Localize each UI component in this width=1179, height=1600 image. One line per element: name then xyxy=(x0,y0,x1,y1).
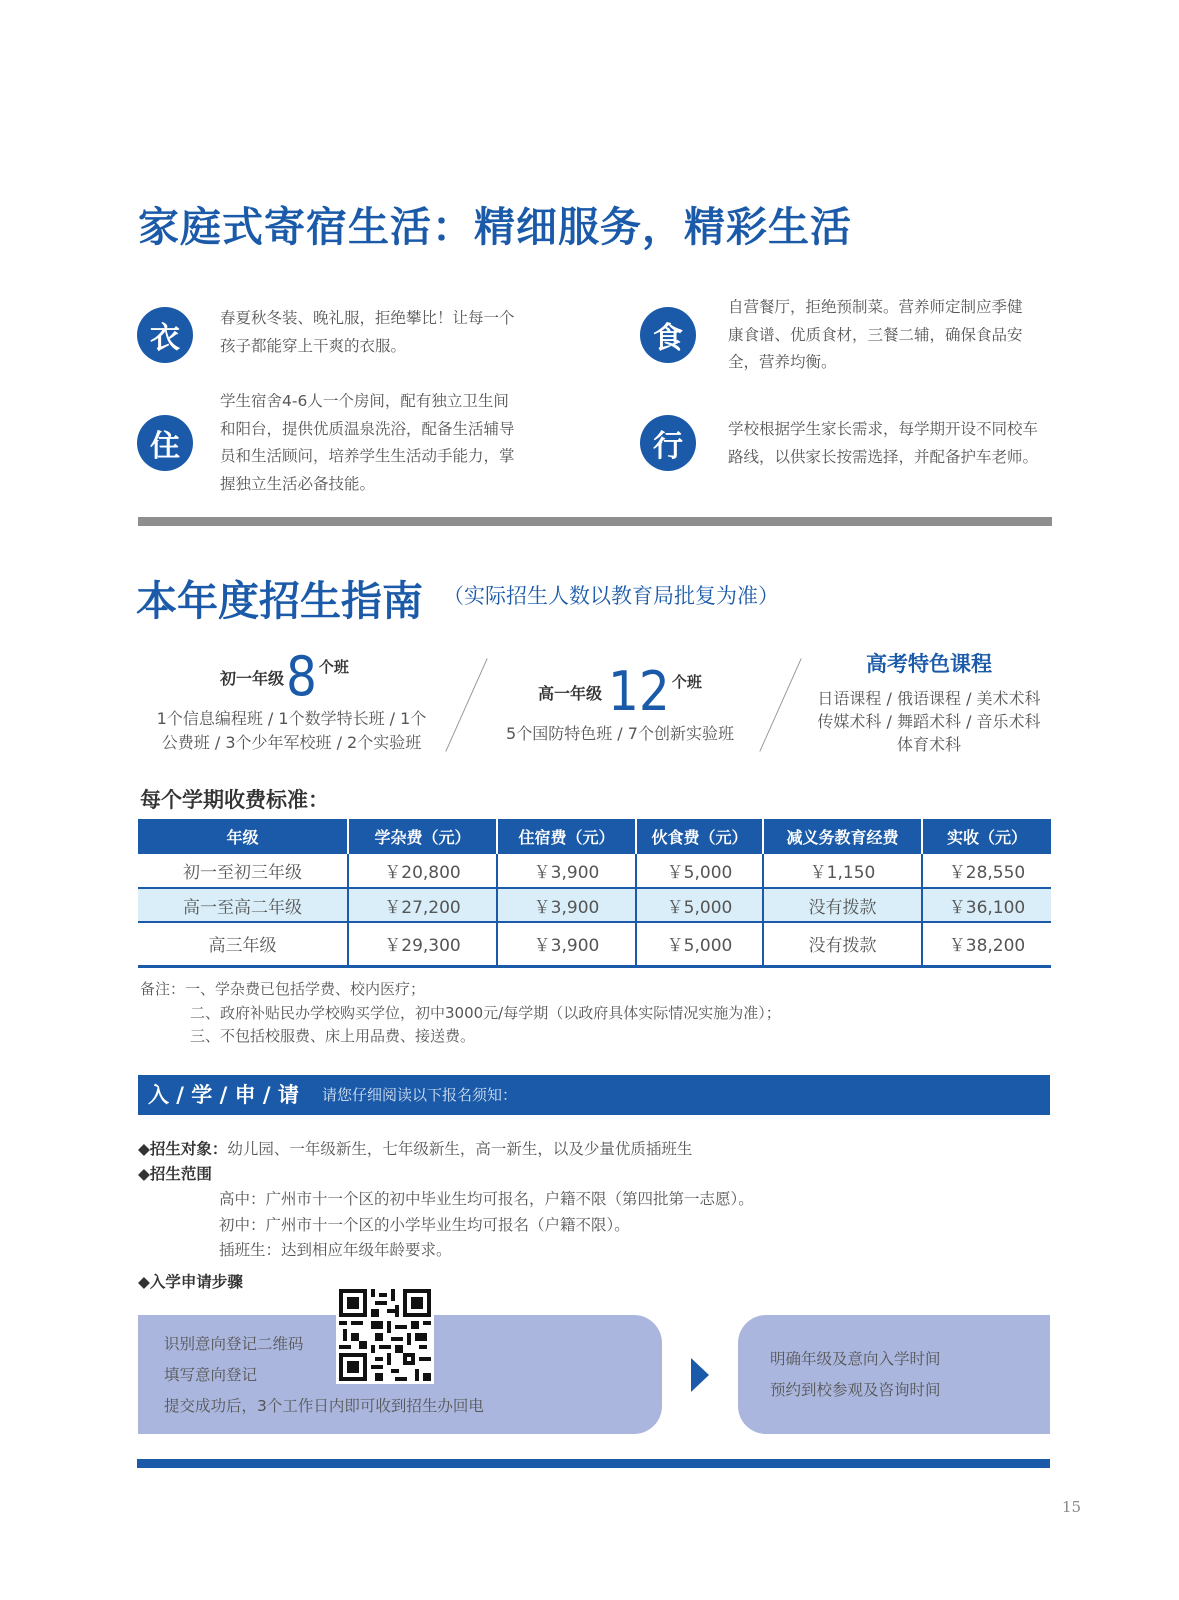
apply-title: 入 / 学 / 申 / 请 xyxy=(148,1083,299,1107)
step-2-box xyxy=(738,1315,1050,1434)
enroll-target: ◆招生对象：幼儿园、一年级新生，七年级新生，高一新生，以及少量优质插班生 xyxy=(138,1140,693,1158)
footer-bar xyxy=(137,1459,1050,1468)
step-2-line-2: 预约到校参观及咨询时间 xyxy=(770,1381,941,1399)
divider-slash xyxy=(759,658,801,752)
table-row: 初一至初三年级 ￥20,800 ￥3,900 ￥5,000 ￥1,150 ￥28,550 xyxy=(138,854,1051,888)
gaokao-title: 高考特色课程 xyxy=(866,652,992,676)
senior-grade-desc: 5个国防特色班 / 7个创新实验班 xyxy=(506,724,734,743)
page-number: 15 xyxy=(1062,1498,1082,1516)
junior-grade-heading: 初一年级 8 个班 xyxy=(220,645,349,708)
gaokao-courses: 日语课程 / 俄语课程 / 美术术科 传媒术科 / 舞蹈术科 / 音乐术科 体育术科 xyxy=(817,689,1041,754)
transport-text: 学校根据学生家长需求，每学期开设不同校车 路线，以供家长按需选择，并配备护车老师。 xyxy=(728,420,1039,466)
junior-grade-desc: 1个信息编程班 / 1个数学特长班 / 1个 公费班 / 3个少年军校班 / 2个实验班 xyxy=(156,709,427,752)
step-1-line-2: 填写意向登记 xyxy=(164,1366,258,1384)
scope-senior: 高中：广州市十一个区的初中毕业生均可报名，户籍不限（第四批第一志愿）。 xyxy=(219,1190,754,1208)
section-title-enrollment: 本年度招生指南 xyxy=(136,577,423,625)
transport-icon: 行 xyxy=(640,415,696,471)
qr-code-icon[interactable] xyxy=(336,1286,434,1384)
housing-text: 学生宿舍4-6人一个房间，配有独立卫生间 和阳台，提供优质温泉洗浴，配备生活辅导 员和生活顾问，培养学生生活动手能力，掌 握独立生活必备技能。 xyxy=(220,392,515,493)
senior-grade-heading: 高一年级 12 个班 xyxy=(538,660,702,723)
apply-subtitle: 请您仔细阅读以下报名须知： xyxy=(322,1086,518,1104)
fee-table xyxy=(138,819,1051,968)
step-1-line-1: 识别意向登记二维码 xyxy=(164,1335,304,1353)
arrow-right-icon xyxy=(691,1358,709,1392)
clothing-text: 春夏秋冬装、晚礼服，拒绝攀比！让每一个 孩子都能穿上干爽的衣服。 xyxy=(220,309,515,355)
fee-note-1: 备注：一、学杂费已包括学费、校内医疗； xyxy=(140,980,426,998)
food-icon: 食 xyxy=(640,307,696,363)
step-2-line-1: 明确年级及意向入学时间 xyxy=(770,1350,941,1368)
table-row: 高一至高二年级 ￥27,200 ￥3,900 ￥5,000 没有拨款 ￥36,100 xyxy=(138,888,1051,922)
table-header-row xyxy=(138,819,1051,854)
header-subsidy: 减义务教育经费 xyxy=(763,819,922,854)
fee-note-2: 二、政府补贴民办学校购买学位，初中3000元/每学期（以政府具体实际情况实施为准）； xyxy=(190,1004,781,1022)
table-row: 高三年级 ￥29,300 ￥3,900 ￥5,000 没有拨款 ￥38,200 xyxy=(138,922,1051,966)
header-meals: 伙食费（元） xyxy=(636,819,763,854)
header-boarding: 住宿费（元） xyxy=(497,819,636,854)
food-text: 自营餐厅，拒绝预制菜。营养师定制应季健 康食谱、优质食材，三餐二辅，确保食品安 全，营养均衡。 xyxy=(728,298,1023,371)
section-divider xyxy=(138,517,1052,526)
header-tuition: 学杂费（元） xyxy=(348,819,497,854)
enroll-target-label: ◆招生对象： xyxy=(138,1140,228,1158)
enroll-scope-label: ◆招生范围 xyxy=(138,1165,212,1183)
header-total: 实收（元） xyxy=(922,819,1051,854)
section-title-boarding: 家庭式寄宿生活：精细服务，精彩生活 xyxy=(138,203,852,251)
clothing-icon: 衣 xyxy=(137,307,193,363)
divider-slash xyxy=(445,658,487,752)
section-subtitle-enrollment: （实际招生人数以教育局批复为准） xyxy=(443,584,779,608)
scope-transfer: 插班生：达到相应年级年龄要求。 xyxy=(219,1241,452,1259)
step-1-line-3: 提交成功后，3个工作日内即可收到招生办回电 xyxy=(164,1397,484,1415)
apply-steps-label: ◆入学申请步骤 xyxy=(138,1273,243,1291)
housing-icon: 住 xyxy=(137,415,193,471)
fee-table-title: 每个学期收费标准： xyxy=(140,788,329,812)
header-grade: 年级 xyxy=(138,819,348,854)
scope-junior: 初中：广州市十一个区的小学毕业生均可报名（户籍不限）。 xyxy=(219,1216,630,1234)
fee-note-3: 三、不包括校服费、床上用品费、接送费。 xyxy=(190,1027,476,1045)
